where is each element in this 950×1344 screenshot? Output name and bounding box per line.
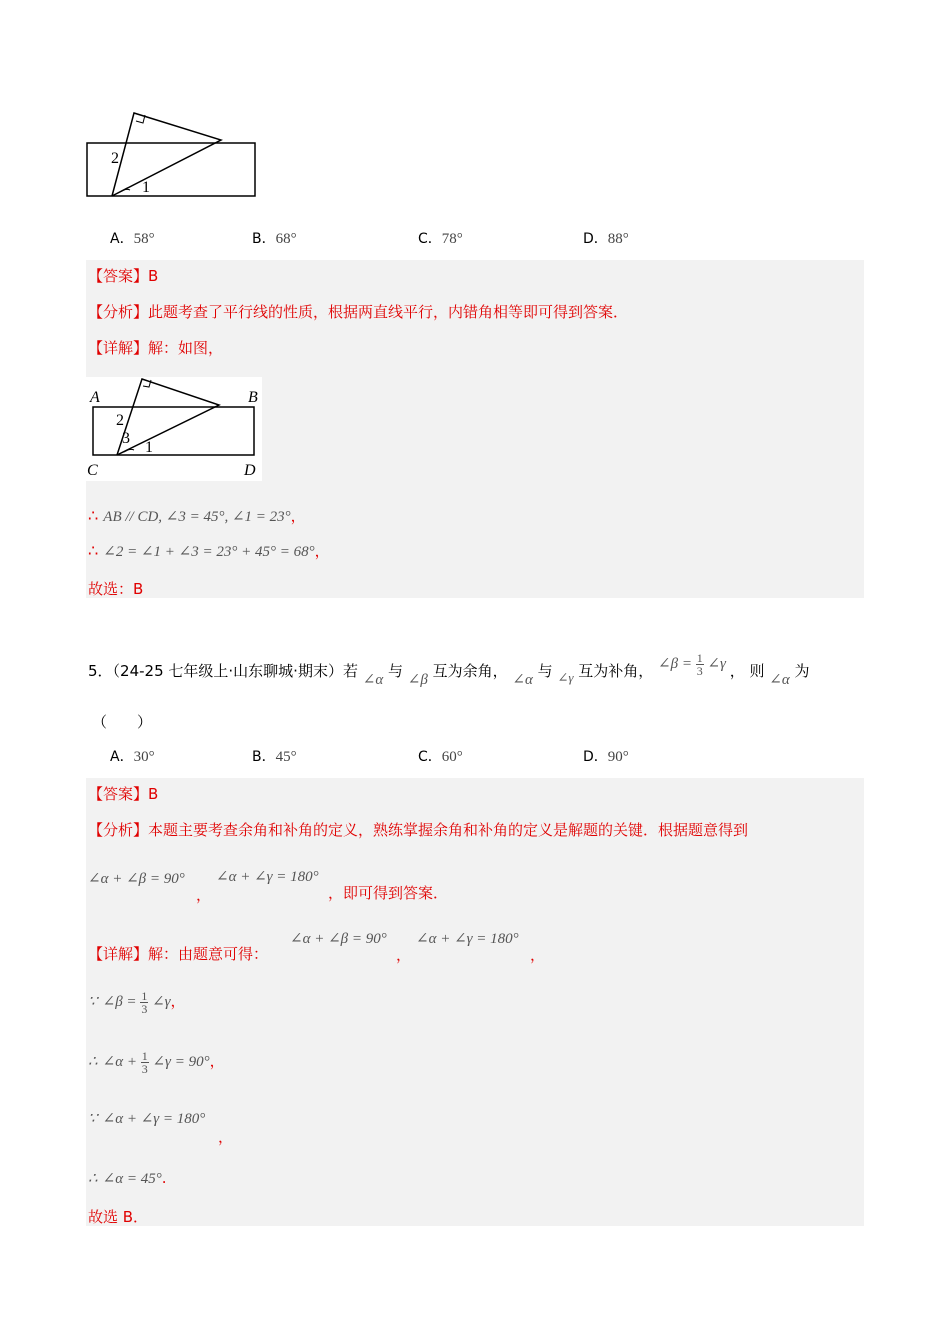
point-label-d: D <box>244 462 256 479</box>
question-5-stem: 5．（24-25 七年级上·山东聊城·期末）若 ∠α 与 ∠β 互为余角， ∠α 与 ∠γ 互为补角， ∠β = $\frac{1}{3}$ ∠γ ， 则 ∠α 为 <box>88 651 810 688</box>
q4-conclusion: 故选：B <box>88 580 144 598</box>
q4-option-a[interactable]: A．58° <box>110 231 155 247</box>
q4-detail: 【详解】解：如图， <box>88 339 224 357</box>
q4-analysis: 【分析】此题考查了平行线的性质，根据两直线平行，内错角相等即可得到答案． <box>88 303 629 321</box>
q5-option-c[interactable]: C．60° <box>418 749 463 765</box>
q5-analysis-eq-b: ∠α + ∠γ = 180° <box>216 869 319 885</box>
q5-option-a[interactable]: A．30° <box>110 749 155 765</box>
q5-answer: 【答案】B <box>88 785 159 803</box>
q5-option-d[interactable]: D．90° <box>583 749 629 765</box>
angle-label-3: 3 <box>122 430 130 447</box>
q4-step-1: ∴ AB // CD, ∠3 = 45°, ∠1 = 23°， <box>88 506 306 525</box>
q5-analysis-sep: ， <box>196 886 212 904</box>
q5-line-2: ∴ ∠α + $\frac{1}{3}$ ∠γ = 90°， <box>88 1049 225 1077</box>
q5-detail-eq-b: ∠α + ∠γ = 180° <box>416 931 519 947</box>
q5-analysis-end: ，即可得到答案． <box>328 884 449 902</box>
q5-detail-sep: ， <box>396 946 412 964</box>
q5-line-4: ∴ ∠α = 45°. <box>88 1169 167 1187</box>
angle-label-1: 1 <box>142 179 150 196</box>
q5-detail: 【详解】解：由题意可得： <box>88 945 269 963</box>
angle-label-2: 2 <box>116 412 124 429</box>
q5-option-b[interactable]: B．45° <box>252 749 297 765</box>
q4-option-c[interactable]: C．78° <box>418 231 463 247</box>
q5-line-3-end: ， <box>218 1128 234 1146</box>
angle-label-2: 2 <box>111 150 119 167</box>
q5-analysis-equations: ∠α + ∠β = 90° <box>88 871 185 887</box>
q5-line-1: ∵ ∠β = $\frac{1}{3}$ ∠γ， <box>88 989 186 1017</box>
question-4-figure <box>80 105 270 205</box>
q5-conclusion: 故选 B． <box>88 1208 149 1226</box>
point-label-a: A <box>90 389 100 406</box>
q4-step-2: ∴ ∠2 = ∠1 + ∠3 = 23° + 45° = 68°， <box>88 541 330 560</box>
point-label-c: C <box>87 462 98 479</box>
point-label-b: B <box>248 389 258 406</box>
q5-analysis: 【分析】本题主要考查余角和补角的定义，熟练掌握余角和补角的定义是解题的关键．根据题意得到 <box>88 821 749 839</box>
q4-option-d[interactable]: D．88° <box>583 231 629 247</box>
q4-option-b[interactable]: B．68° <box>252 231 297 247</box>
question-5-paren: （ ） <box>92 713 153 731</box>
angle-label-1: 1 <box>145 439 153 456</box>
q5-detail-eq-a: ∠α + ∠β = 90° <box>290 931 387 947</box>
q5-line-3: ∵ ∠α + ∠γ = 180° <box>88 1111 206 1127</box>
q5-solution-box <box>86 778 864 1226</box>
q4-solution-figure <box>86 377 262 481</box>
q4-answer: 【答案】B <box>88 267 159 285</box>
q5-detail-end: ， <box>530 946 546 964</box>
